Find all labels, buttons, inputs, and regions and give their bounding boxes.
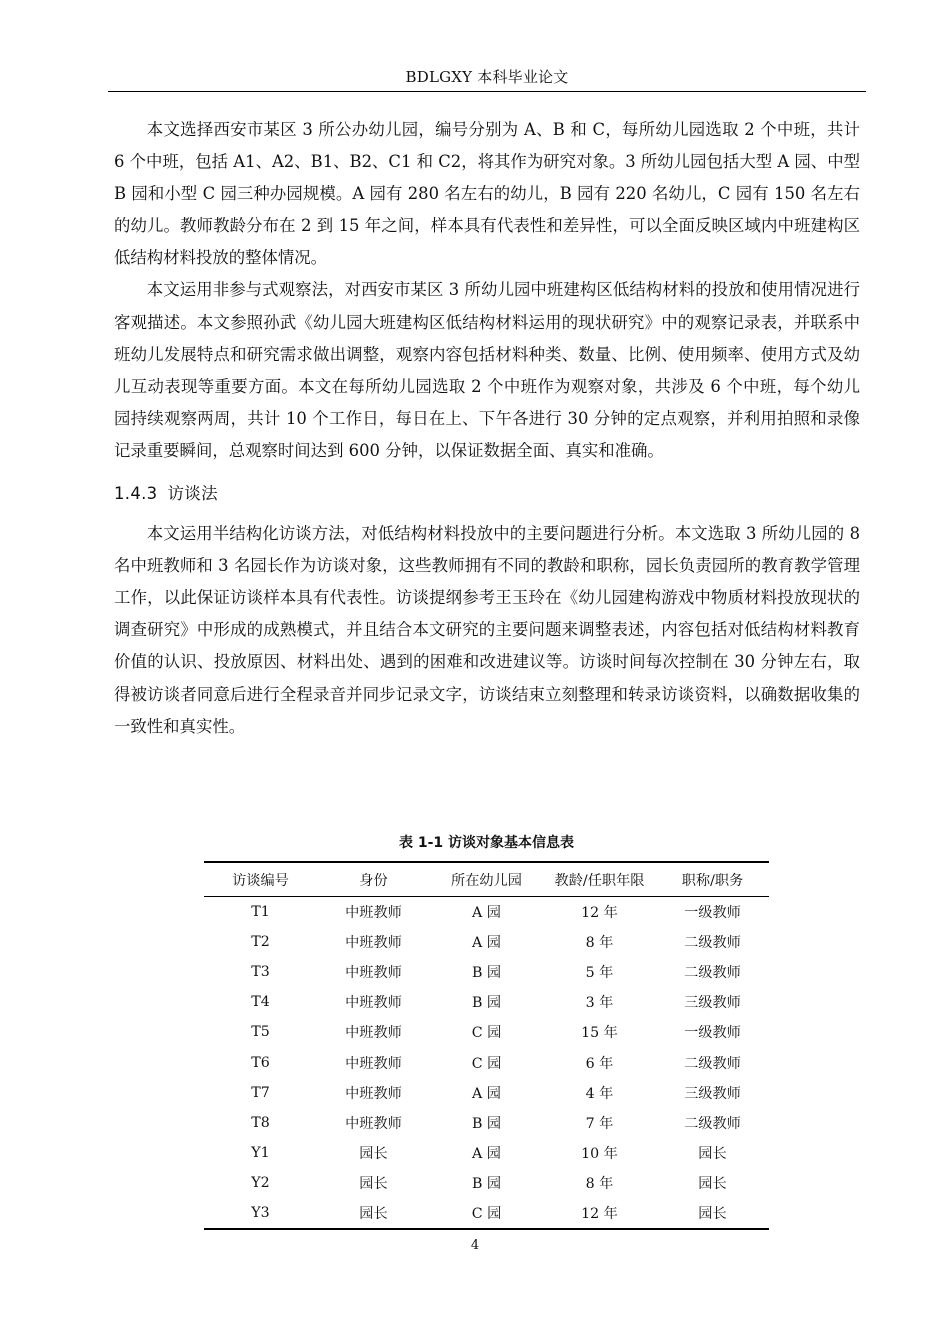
table-cell: A 园 [472, 905, 501, 922]
table-row [204, 1108, 769, 1138]
table-cell: 中班教师 [345, 1085, 402, 1102]
table-cell: B 园 [471, 995, 502, 1012]
table-cell: A 园 [472, 935, 501, 952]
table-cell: 5 年 [585, 965, 614, 982]
table-cell: T5 [251, 1024, 270, 1041]
table-cell: 中班教师 [345, 1055, 402, 1072]
table-cell: A 园 [472, 1145, 501, 1162]
table-cell: 4 年 [585, 1085, 614, 1102]
table-cell: B 园 [471, 1115, 502, 1132]
table-cell: T2 [251, 934, 270, 951]
table-cell: 一级教师 [684, 905, 741, 922]
body-paragraph: 本文运用非参与式观察法，对西安市某区 3 所幼儿园中班建构区低结构材料的投放和使用情况进行客观描述。本文参照孙武《幼儿园大班建构区低结构材料运用的现状研究》中的观察记录表，并联系中班幼儿发展特点和研究需求做出调整，观察内容包括材料种类、数量、比例、使用频率、使用方式及幼儿互动表现等重要方面。本文在每所幼儿园选取 2 个中班作为观察对象，共涉及 6 个中班，每个幼儿园持续观察两周，共计 10 个工作日，每日在上、下午各进行 30 分钟的定点观察，并利用拍照和录像记录重要瞬间，总观察时间达到 600 分钟，以保证数据全面、真实和准确。 [114, 280, 860, 460]
column-header-kindergarten: 所在幼儿园 [451, 872, 522, 889]
table-cell: 园长 [359, 1205, 388, 1222]
table-cell: 7 年 [585, 1115, 614, 1132]
table-cell: Y1 [251, 1144, 270, 1161]
table-caption: 表 1-1 访谈对象基本信息表 [398, 835, 575, 851]
table-row [204, 927, 769, 957]
table-cell: 园长 [359, 1145, 388, 1162]
section-title: 访谈法 [167, 484, 218, 504]
table-cell: T6 [251, 1054, 270, 1071]
table-cell: 中班教师 [345, 905, 402, 922]
table-row [204, 957, 769, 987]
column-header-years: 教龄/任职年限 [554, 872, 645, 889]
table-cell: 3 年 [585, 995, 614, 1012]
table-cell: 园长 [698, 1175, 727, 1192]
table-cell: B 园 [471, 1175, 502, 1192]
table-cell: 二级教师 [684, 965, 741, 982]
table-cell: 园长 [698, 1145, 727, 1162]
table-cell: 中班教师 [345, 1025, 402, 1042]
table-cell: 三级教师 [684, 1085, 741, 1102]
table-cell: B 园 [471, 965, 502, 982]
main-content [114, 114, 860, 743]
header-divider [108, 91, 866, 92]
section-number: 1.4.3 [114, 484, 158, 504]
page-header: BDLGXY 本科毕业论文 [405, 68, 569, 86]
table-row [204, 1017, 769, 1047]
table-cell: 6 年 [585, 1055, 614, 1072]
column-header-role: 身份 [359, 872, 388, 889]
table-cell: 一级教师 [684, 1025, 741, 1042]
table-cell: 8 年 [585, 1175, 614, 1192]
table-cell: A 园 [472, 1085, 501, 1102]
table-cell: 12 年 [581, 1205, 618, 1222]
table-cell: T1 [251, 904, 270, 921]
table-cell: T3 [251, 964, 270, 981]
table-cell: 12 年 [581, 905, 618, 922]
table-cell: 15 年 [581, 1025, 618, 1042]
table-row [204, 1078, 769, 1108]
column-header-title: 职称/职务 [681, 872, 744, 889]
table-cell: C 园 [471, 1025, 502, 1042]
column-header-id: 访谈编号 [232, 872, 289, 889]
table-row [204, 987, 769, 1017]
table-cell: 二级教师 [684, 1115, 741, 1132]
table-cell: C 园 [471, 1205, 502, 1222]
table-cell: 园长 [359, 1175, 388, 1192]
table-cell: Y3 [251, 1204, 270, 1221]
table-cell: 园长 [698, 1205, 727, 1222]
table-cell: 中班教师 [345, 1115, 402, 1132]
table-cell: 中班教师 [345, 995, 402, 1012]
table-cell: 二级教师 [684, 1055, 741, 1072]
body-paragraph: 本文运用半结构化访谈方法，对低结构材料投放中的主要问题进行分析。本文选取 3 所幼儿园的 8 名中班教师和 3 名园长作为访谈对象，这些教师拥有不同的教龄和职称，园长负责园所的教育教学管理工作，以此保证访谈样本具有代表性。访谈提纲参考王玉玲在《幼儿园建构游戏中物质材料投放现状的调查研究》中形成的成熟模式，并且结合本文研究的主要问题来调整表述，内容包括对低结构材料教育价值的认识、投放原因、材料出处、遇到的困难和改进建议等。访谈时间每次控制在 30 分钟左右，取得被访谈者同意后进行全程录音并同步记录文字，访谈结束立刻整理和转录访谈资料，以确数据收集的一致性和真实性。 [114, 524, 860, 736]
table-row [204, 1047, 769, 1077]
body-paragraph: 本文选择西安市某区 3 所公办幼儿园，编号分别为 A、B 和 C，每所幼儿园选取 2 个中班，共计 6 个中班，包括 A1、A2、B1、B2、C1 和 C2，将其作为研究对象。3 所幼儿园包括大型 A 园、中型 B 园和小型 C 园三种办园规模。A 园有 280 名左右的幼儿，B 园有 220 名幼儿，C 园有 150 名左右的幼儿。教师教龄分布在 2 到 15 年之间，样本具有代表性和差异性，可以全面反映区域内中班建构区低结构材料投放的整体情况。 [114, 120, 860, 268]
interviewee-info-table [204, 861, 769, 1230]
table-row [204, 897, 769, 928]
table-header-row [204, 862, 769, 897]
table-cell: T4 [251, 994, 270, 1011]
table-cell: 10 年 [581, 1145, 618, 1162]
table-cell: 8 年 [585, 935, 614, 952]
page-number: 4 [470, 1238, 480, 1253]
table-cell: 中班教师 [345, 965, 402, 982]
table-cell: C 园 [471, 1055, 502, 1072]
table-cell: 二级教师 [684, 935, 741, 952]
table-cell: Y2 [251, 1174, 270, 1191]
table-row [204, 1168, 769, 1198]
table-cell: 三级教师 [684, 995, 741, 1012]
table-cell: T8 [251, 1114, 270, 1131]
table-row [204, 1138, 769, 1168]
section-heading [114, 481, 860, 507]
table-cell: 中班教师 [345, 935, 402, 952]
table-cell: T7 [251, 1084, 270, 1101]
table-row [204, 1198, 769, 1229]
